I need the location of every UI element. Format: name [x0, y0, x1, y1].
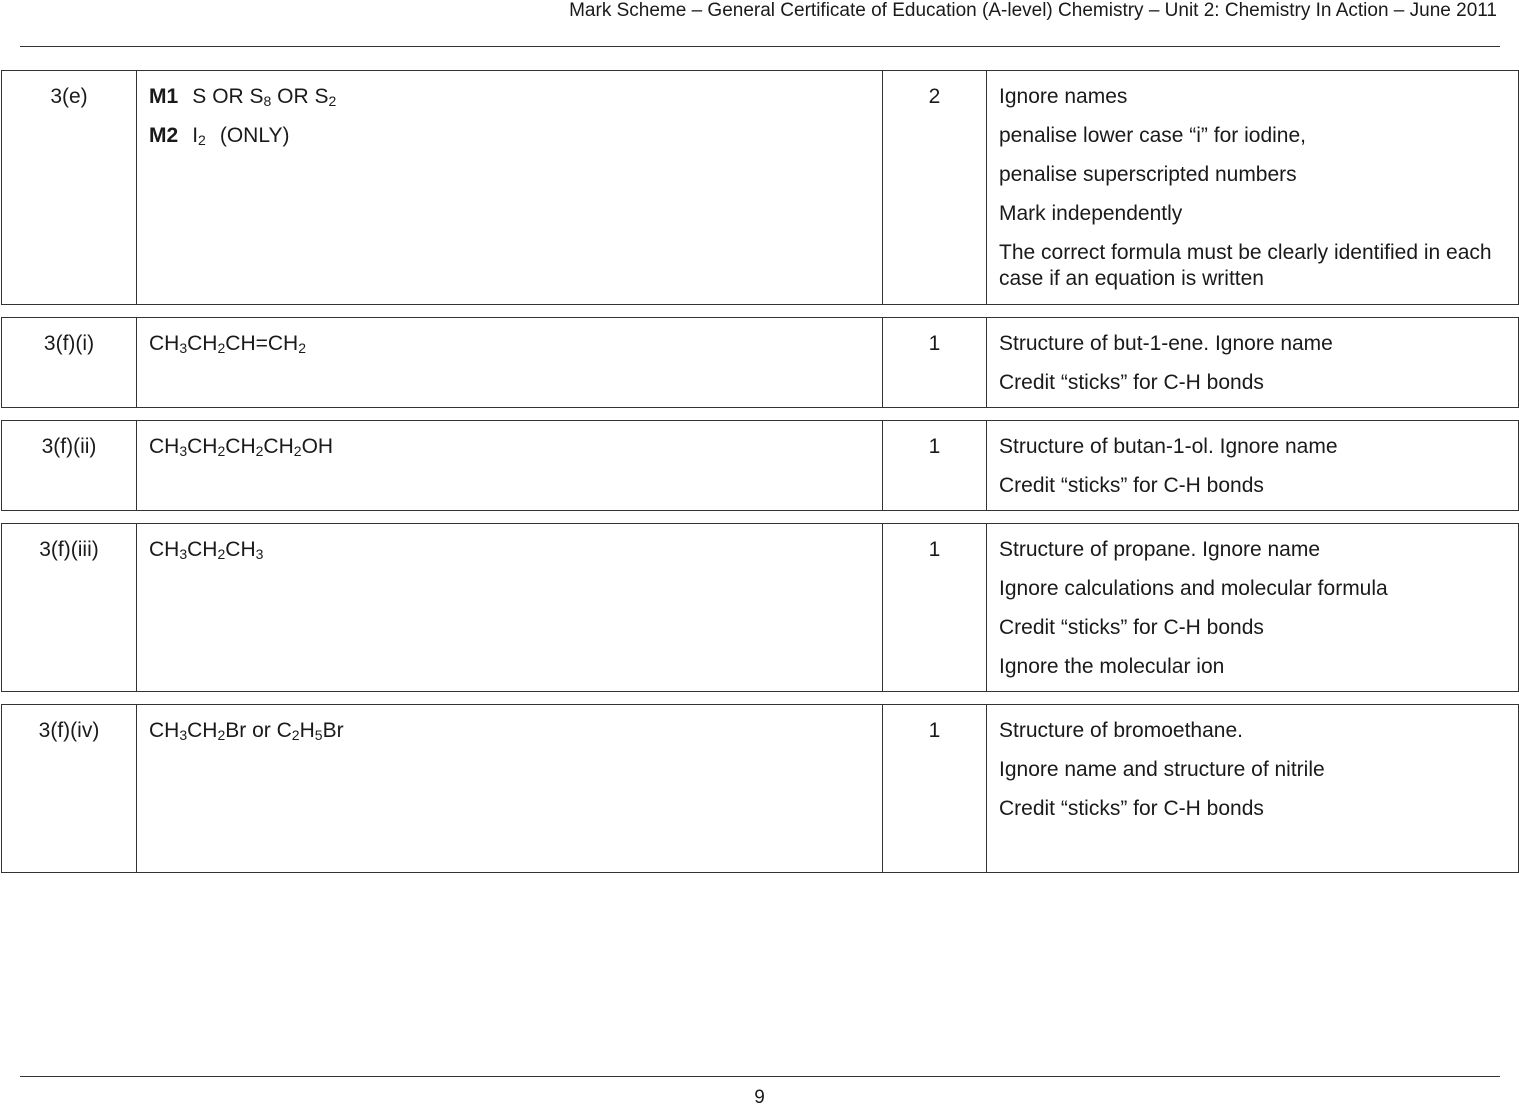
mark-row-3fiv	[1, 704, 1519, 873]
guidance-cell	[987, 524, 1519, 692]
guidance-line: Mark independently	[999, 202, 1183, 225]
marks-value: 1	[928, 719, 941, 742]
answer-formula: $CH_3CH_2CH_3$	[149, 538, 264, 562]
marks-value: 2	[928, 85, 941, 108]
marks-cell	[883, 421, 987, 511]
question-cell	[2, 524, 137, 692]
answer-cell	[137, 71, 883, 305]
guidance-line: Ignore calculations and molecular formula	[999, 577, 1388, 600]
mark-row-3fi	[1, 317, 1519, 408]
guidance-line: Ignore the molecular ion	[999, 655, 1225, 678]
question-number: 3(f)(iii)	[39, 538, 99, 561]
marks-cell	[883, 705, 987, 873]
guidance-line: The correct formula must be clearly identified in each case if an equation is written	[999, 241, 1492, 290]
guidance-line: penalise lower case “i” for iodine,	[999, 124, 1306, 147]
guidance-line: Credit “sticks” for C-H bonds	[999, 474, 1264, 497]
footer-rule	[20, 1076, 1500, 1077]
question-cell	[2, 421, 137, 511]
guidance-line: penalise superscripted numbers	[999, 163, 1297, 186]
question-number: 3(f)(i)	[43, 332, 95, 355]
answer-cell	[137, 524, 883, 692]
marks-cell	[883, 318, 987, 408]
question-number: 3(f)(ii)	[41, 435, 97, 458]
question-cell	[2, 71, 137, 305]
answer-cell	[137, 421, 883, 511]
guidance-cell	[987, 318, 1519, 408]
marks-value: 1	[928, 332, 941, 355]
guidance-cell	[987, 421, 1519, 511]
marks-cell	[883, 71, 987, 305]
guidance-line: Ignore names	[999, 85, 1128, 108]
marks-value: 1	[928, 538, 941, 561]
header-rule	[20, 46, 1500, 47]
guidance-line: Structure of propane. Ignore name	[999, 538, 1321, 561]
page-number: 9	[754, 1087, 765, 1108]
guidance-line: Credit “sticks” for C-H bonds	[999, 371, 1264, 394]
running-header: Mark Scheme – General Certificate of Education (A-level) Chemistry – Unit 2: Chemistry In Action – June 2011	[569, 0, 1497, 21]
answer-m1: M1 S OR $S_8$ OR $S_2$	[149, 85, 337, 109]
guidance-line: Structure of but-1-ene. Ignore name	[999, 332, 1333, 355]
question-cell	[2, 705, 137, 873]
guidance-line: Credit “sticks” for C-H bonds	[999, 616, 1264, 639]
question-number: 3(f)(iv)	[38, 719, 100, 742]
mark-row-3fii	[1, 420, 1519, 511]
guidance-cell	[987, 705, 1519, 873]
answer-cell	[137, 705, 883, 873]
marks-value: 1	[928, 435, 941, 458]
guidance-line: Credit “sticks” for C-H bonds	[999, 797, 1264, 820]
answer-m2: M2 $I_2$ (ONLY)	[149, 124, 290, 148]
guidance-line: Ignore name and structure of nitrile	[999, 758, 1325, 781]
mark-row-3fiii	[1, 523, 1519, 692]
answer-formula: $CH_3CH_2CH=CH_2$	[149, 332, 307, 356]
guidance-line: Structure of butan-1-ol. Ignore name	[999, 435, 1338, 458]
question-number: 3(e)	[50, 85, 88, 108]
answer-cell	[137, 318, 883, 408]
answer-formula: $CH_3CH_2Br$ or $C_2H_5Br$	[149, 719, 344, 743]
mark-row-3e	[1, 70, 1519, 305]
guidance-cell	[987, 71, 1519, 305]
answer-formula: $CH_3CH_2CH_2CH_2OH$	[149, 435, 334, 459]
question-cell	[2, 318, 137, 408]
guidance-line: Structure of bromoethane.	[999, 719, 1243, 742]
marks-cell	[883, 524, 987, 692]
